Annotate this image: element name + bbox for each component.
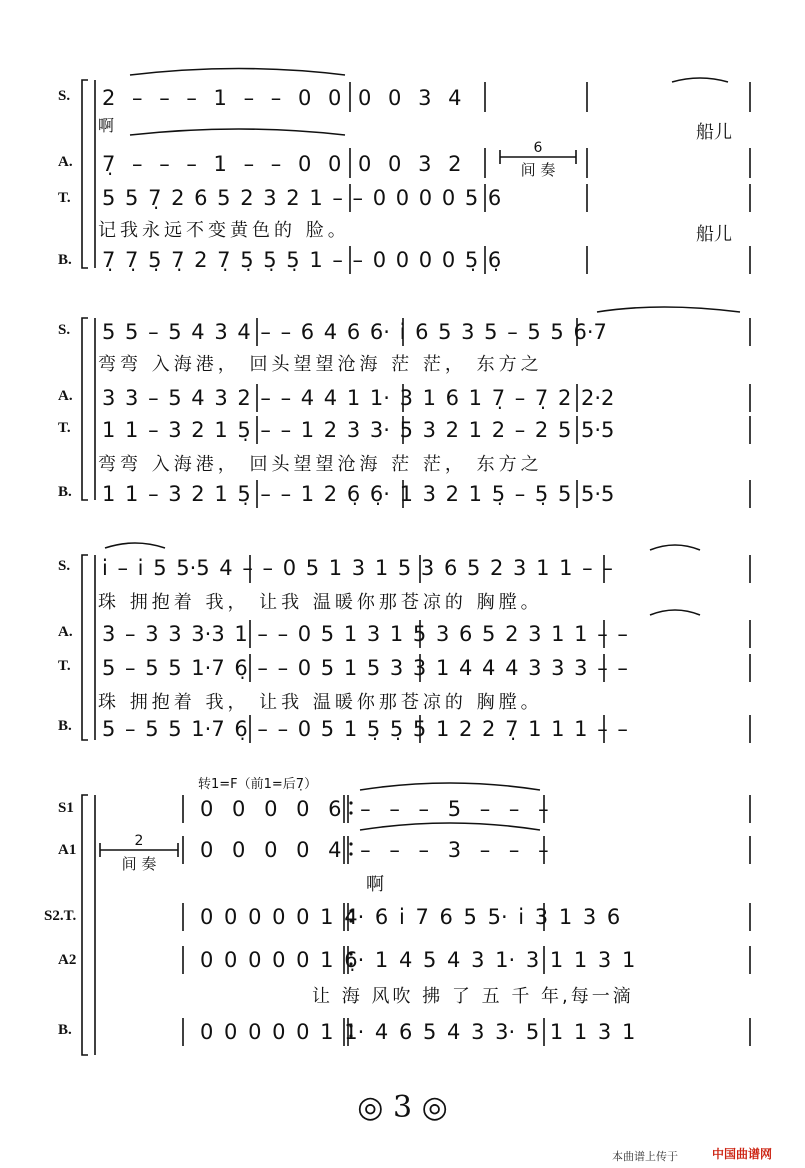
lyric: 船儿 [696,122,732,143]
notation-line: 5 – 5 5 1·7 6̣ – – 0 5 1 5̣ 5̣ 5 1 2 2 7̣ 1 1 1 – – [102,717,628,741]
site-logo: 中国曲谱网 [712,1147,773,1161]
upload-note: 本曲谱上传于 [612,1150,678,1163]
voice-label-s2t: S2.T. [44,908,77,924]
sys2-bars [257,318,750,508]
notation-line: 7̣ – – – 1 – – 0 0 0 0 3 2 [102,152,462,176]
voice-label-soprano: S. [58,322,71,338]
notation-line: i – i 5 5·5 4 – – 0 5 1 3 1 5 3 6 5 2 3 1 1 – – [102,556,613,580]
notation-line: 1 1 – 3 2 1 5̣ – – 1 2 3 3· 5 3 2 1 2 – 2 5 5·5 [102,418,615,442]
lyric: 珠 拥抱着 我， 让我 温暖你那苍凉的 胸膛。 [98,592,543,613]
voice-label-bass: B. [58,484,72,500]
voice-label-bass: B. [58,718,72,734]
voice-label-bass: B. [58,252,72,268]
voice-label-alto: A. [58,624,73,640]
lyric: 啊 [98,116,115,135]
lyric: 记我永远不变黄色的 脸。 [98,220,350,241]
notation-line: 0 0 0 0 0 1 6̣· 1 4 5 4 3 1· 3 1 1 3 1 [200,948,636,972]
interlude-number: 6 [533,140,543,156]
notation-line: 2 – – – 1 – – 0 0 0 0 3 4 [102,86,462,110]
system-bracket [82,80,88,268]
key-change: 转1=F（前1=后7̣） [198,777,318,792]
notation-line: 7̣ 7̣ 5̣ 7̣ 2 7̣ 5̣ 5̣ 5̣ 1 – – 0 0 0 0 5̣ 6̣ [102,248,502,272]
notation-line: 3 3 – 5 4 3 2 – – 4 4 1 1· 3 1 6 1 7̣ – 7̣ 2 2·2 [102,386,615,410]
interlude-label: 间 奏 [121,855,157,873]
voice-label-tenor: T. [58,190,71,206]
lyric: 让 海 风吹 拂 了 五 千 年,每一滴 [312,986,634,1007]
notation-line: 5 – 5 5 1·7 6̣ – – 0 5 1 5 3 3 1 4 4 4 3 3 3 – – [102,656,628,680]
lyric: 啊 [366,874,384,895]
voice-label-a1: A1 [58,842,77,858]
voice-label-alto: A. [58,154,73,170]
voice-label-a2: A2 [58,952,77,968]
lyric: 弯弯 入海港， 回头望望沧海 茫 茫， 东方之 [98,354,543,375]
lyric: 弯弯 入海港， 回头望望沧海 茫 茫， 东方之 [98,454,543,475]
voice-label-tenor: T. [58,420,71,436]
voice-label-soprano: S. [58,558,71,574]
voice-label-bass: B. [58,1022,72,1038]
voice-label-soprano: S. [58,88,71,104]
interlude-label: 间 奏 [520,161,556,179]
notation-line: 5 5 7̣ 2 6 5 2 3 2 1 – – 0 0 0 0 5 6 [102,186,502,210]
voice-label-tenor: T. [58,658,71,674]
notation-line: 0 0 0 0 0 1 4· 6 i 7 6 5 5· i 3 1 3 6 [200,905,621,929]
interlude-number: 2 [134,833,144,849]
notation-line: 1 1 – 3 2 1 5̣ – – 1 2 6̣ 6̣· 1 3 2 1 5̣ – 5̣ 5 5·5 [102,482,615,506]
voice-label-alto: A. [58,388,73,404]
lyric: 船儿 [696,224,732,245]
lyric: 珠 拥抱着 我， 让我 温暖你那苍凉的 胸膛。 [98,692,543,713]
voice-label-s1: S1 [58,800,74,816]
notation-line: 0 0 0 0 0 1 1· 4 6 5 4 3 3· 5 1 1 3 1 [200,1020,636,1044]
notation-line: 5 5 – 5 4 3 4 – – 6 4 6 6· i 6 5 3 5 – 5 5 6·7 [102,320,607,344]
page-number: ◎ 3 ◎ [357,1090,448,1125]
notation-line: 0 0 0 0 6 – – – 5 – – – [200,797,549,821]
notation-line: 3 – 3 3 3·3 1 – – 0 5 1 3 1 5 3 6 5 2 3 1 1 – – [102,622,628,646]
notation-line: 0 0 0 0 4 – – – 3 – – – [200,838,549,862]
